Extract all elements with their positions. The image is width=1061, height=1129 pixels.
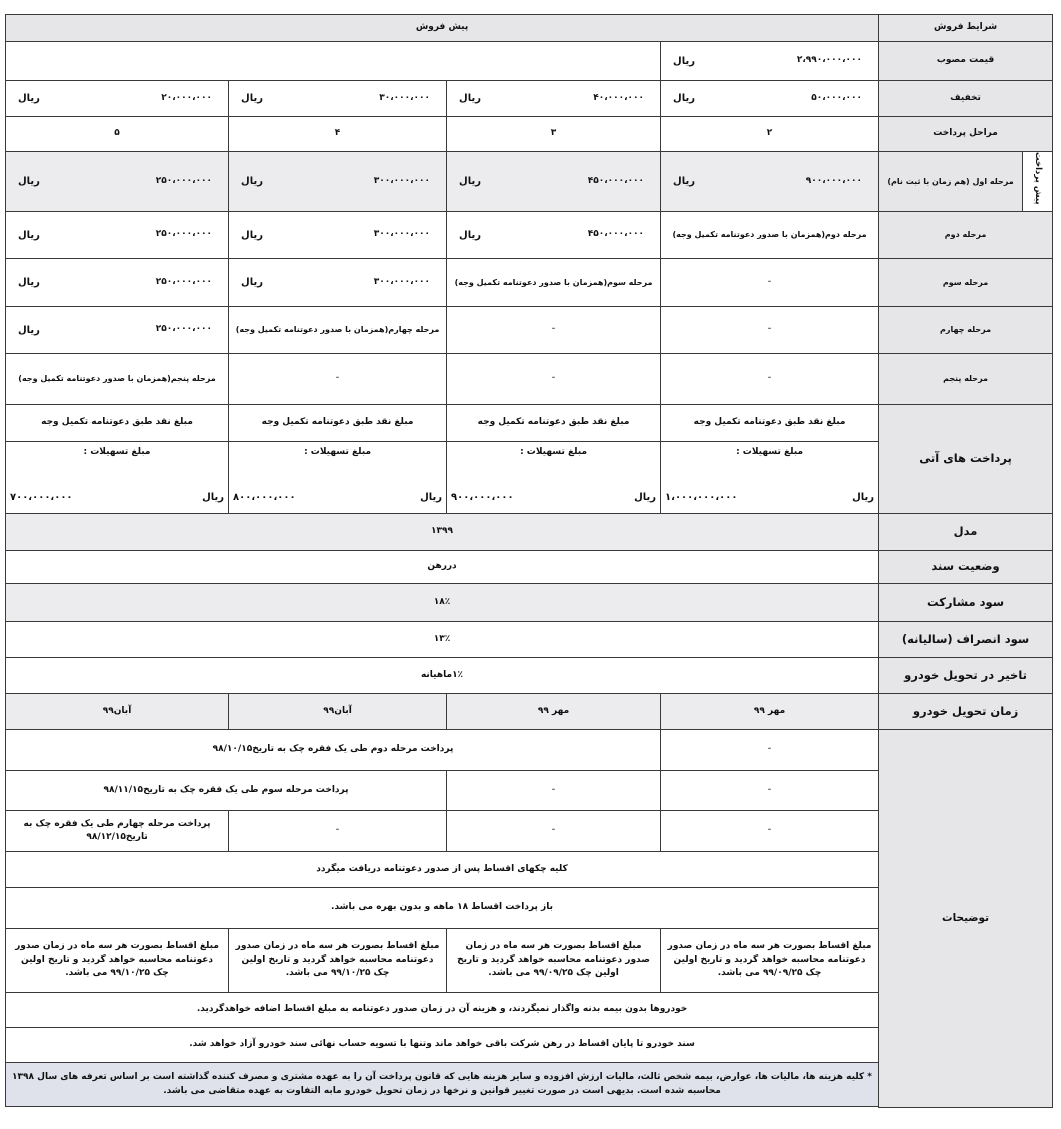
stage3-value: ۳۰۰،۰۰۰،۰۰۰ [373, 276, 431, 287]
delivery-time-value: مهر ۹۹ [661, 694, 879, 730]
approved-price-value: ۲،۹۹۰،۰۰۰،۰۰۰ [796, 55, 863, 66]
discount-value: ۴۰،۰۰۰،۰۰۰ [593, 92, 645, 103]
currency-label: ریال [202, 492, 225, 503]
future-cash-row [6, 405, 1053, 442]
facility-cell [229, 442, 447, 514]
currency-label: ریال [673, 93, 695, 104]
prepayment-label: پیش پرداخت [1032, 152, 1043, 205]
stage3-final: مرحله سوم(همزمان با صدور دعوتنامه تکمیل وجه) [447, 259, 661, 307]
check-stage4-note: پرداخت مرحله چهارم طی یک فقره چک به تاریخ۹۸/۱۲/۱۵ [6, 811, 229, 852]
withdrawal-profit-value: ۱۳٪ [6, 622, 879, 658]
stage1-value: ۲۵۰،۰۰۰،۰۰۰ [155, 175, 213, 186]
stage3-row [6, 259, 1053, 307]
facility-label: مبلغ تسهیلات : [83, 447, 151, 457]
deed-note: سند خودرو تا پایان اقساط در رهن شرکت باقی خواهد ماند وتنها با تسویه حساب نهائی سند خودرو آزاد خواهد شد. [6, 1028, 879, 1063]
currency-label: ریال [18, 176, 40, 187]
sales-conditions-sheet [5, 14, 1052, 1126]
notes-spacer [6, 1107, 879, 1108]
stage1-value: ۹۰۰،۰۰۰،۰۰۰ [805, 175, 863, 186]
empty-dash: - [447, 307, 661, 354]
approved-price-row [6, 42, 1053, 81]
stage2-value: ۲۵۰،۰۰۰،۰۰۰ [155, 229, 213, 240]
stage1-value: ۴۵۰،۰۰۰،۰۰۰ [587, 175, 645, 186]
empty-dash: - [661, 730, 879, 771]
sales-conditions-table [5, 14, 1053, 1108]
stage3-value: ۲۵۰،۰۰۰،۰۰۰ [155, 276, 213, 287]
deed-status-row [6, 551, 1053, 584]
empty-dash: - [229, 811, 447, 852]
stage1-row [6, 152, 1053, 212]
delivery-delay-label: تاخیر در تحویل خودرو [879, 658, 1053, 694]
stage1-value: ۳۰۰،۰۰۰،۰۰۰ [373, 175, 431, 186]
facility-value: ۷۰۰،۰۰۰،۰۰۰ [10, 492, 73, 503]
currency-label: ریال [18, 277, 40, 288]
facility-label: مبلغ تسهیلات : [736, 447, 804, 457]
currency-label: ریال [673, 55, 695, 67]
currency-label: ریال [18, 229, 40, 241]
delivery-time-value: آبان۹۹ [229, 694, 447, 730]
payment-stages-value: ۳ [447, 117, 661, 152]
currency-label: ریال [241, 176, 263, 187]
stage2-final: مرحله دوم(همزمان با صدور دعوتنامه تکمیل وجه) [661, 212, 879, 259]
cash-text: مبلغ نقد طبق دعوتنامه تکمیل وجه [661, 405, 879, 442]
facility-cell [661, 442, 879, 514]
currency-label: ریال [459, 229, 481, 241]
check-stage2-note: پرداخت مرحله دوم طی یک فقره چک به تاریخ۹۸/۱۰/۱۵ [6, 730, 661, 771]
payment-stages-value: ۵ [6, 117, 229, 152]
currency-label: ریال [852, 492, 875, 503]
currency-label: ریال [420, 492, 443, 503]
facility-value: ۸۰۰،۰۰۰،۰۰۰ [233, 492, 296, 503]
empty-dash: - [661, 811, 879, 852]
facility-value: ۱،۰۰۰،۰۰۰،۰۰۰ [665, 492, 738, 503]
empty-dash: - [229, 354, 447, 405]
stage5-row [6, 354, 1053, 405]
deed-status-value: دررهن [6, 551, 879, 584]
stage2-row [6, 212, 1053, 259]
discount-label: تخفیف [879, 81, 1053, 117]
stage2-value: ۴۵۰،۰۰۰،۰۰۰ [587, 229, 645, 240]
facility-value: ۹۰۰،۰۰۰،۰۰۰ [451, 492, 514, 503]
facility-label: مبلغ تسهیلات : [520, 447, 588, 457]
payment-stages-value: ۲ [661, 117, 879, 152]
cash-text: مبلغ نقد طبق دعوتنامه تکمیل وجه [6, 405, 229, 442]
stage1-label: مرحله اول (هم زمان با ثبت نام) [879, 152, 1023, 212]
participation-profit-value: ۱۸٪ [6, 584, 879, 622]
check-stage3-note: پرداخت مرحله سوم طی یک فقره چک به تاریخ۹۸/۱۱/۱۵ [6, 771, 447, 811]
currency-label: ریال [241, 229, 263, 241]
empty-dash: - [661, 259, 879, 307]
approved-price-label: قیمت مصوب [879, 42, 1053, 81]
participation-profit-label: سود مشارکت [879, 584, 1053, 622]
empty-dash: - [661, 771, 879, 811]
stage5-label: مرحله پنجم [879, 354, 1053, 405]
stage4-row [6, 307, 1053, 354]
facility-cell [6, 442, 229, 514]
model-label: مدل [879, 514, 1053, 551]
stage4-value: ۲۵۰،۰۰۰،۰۰۰ [155, 324, 213, 335]
model-value: ۱۳۹۹ [6, 514, 879, 551]
cash-text: مبلغ نقد طبق دعوتنامه تکمیل وجه [229, 405, 447, 442]
empty-dash: - [447, 811, 661, 852]
installment-note: مبلغ اقساط بصورت هر سه ماه در زمان صدور دعوتنامه محاسبه خواهد گردید و تاریخ اولین چک ۹۹/۱۰/۲۵ می باشد. [6, 929, 229, 993]
installment-note: مبلغ اقساط بصورت هر سه ماه در زمان صدور دعوتنامه محاسبه خواهد گردید و تاریخ اولین چک ۹۹/۰۹/۲۵ می باشد. [661, 929, 879, 993]
cash-text: مبلغ نقد طبق دعوتنامه تکمیل وجه [447, 405, 661, 442]
empty-dash: - [661, 354, 879, 405]
sale-type-cell: پیش فروش [6, 15, 879, 42]
stage4-final: مرحله چهارم(همزمان با صدور دعوتنامه تکمیل وجه) [229, 307, 447, 354]
empty-dash: - [661, 307, 879, 354]
stage2-label: مرحله دوم [879, 212, 1053, 259]
notes-label: توضیحات [879, 730, 1053, 1108]
insurance-note: خودروها بدون بیمه بدنه واگذار نمیگردند، و هزینه آن در زمان صدور دعوتنامه به مبلغ اقساط اضافه خواهدگردید. [6, 993, 879, 1028]
notes-check2-row [6, 730, 1053, 771]
installment-note: مبلغ اقساط بصورت هر سه ماه در زمان صدور دعوتنامه محاسبه خواهد گردید و تاریخ اولین چک ۹۹/۱۰/۲۵ می باشد. [229, 929, 447, 993]
discount-value: ۳۰،۰۰۰،۰۰۰ [379, 92, 431, 103]
empty-dash: - [447, 771, 661, 811]
currency-label: ریال [18, 324, 40, 336]
deed-status-label: وضعیت سند [879, 551, 1053, 584]
currency-label: ریال [241, 277, 263, 288]
title-cell: شرایط فروش [879, 15, 1053, 42]
facility-cell [447, 442, 661, 514]
header-row [6, 15, 1053, 42]
facility-label: مبلغ تسهیلات : [304, 447, 372, 457]
stage4-label: مرحله چهارم [879, 307, 1053, 354]
participation-profit-row [6, 584, 1053, 622]
installment-note: مبلغ اقساط بصورت هر سه ماه در زمان صدور دعوتنامه محاسبه خواهد گردید و تاریخ اولین چک ۹۹/۰۹/۲۵ می باشد. [447, 929, 661, 993]
delivery-time-value: مهر ۹۹ [447, 694, 661, 730]
currency-label: ریال [459, 176, 481, 187]
all-checks-note: کلیه چکهای اقساط پس از صدور دعوتنامه دریافت میگردد [6, 852, 879, 888]
model-row [6, 514, 1053, 551]
approved-price-empty [6, 42, 661, 81]
delivery-time-value: آبان۹۹ [6, 694, 229, 730]
future-payments-label: پرداخت های آتی [879, 405, 1053, 514]
discount-value: ۲۰،۰۰۰،۰۰۰ [161, 92, 213, 103]
stage5-final: مرحله پنجم(همزمان با صدور دعوتنامه تکمیل وجه) [6, 354, 229, 405]
prepayment-label-cell [1023, 152, 1053, 212]
payment-stages-label: مراحل پرداخت [879, 117, 1053, 152]
discount-row [6, 81, 1053, 117]
currency-label: ریال [673, 176, 695, 187]
payment-stages-value: ۴ [229, 117, 447, 152]
stage3-label: مرحله سوم [879, 259, 1053, 307]
repayment-note: باز پرداخت اقساط ۱۸ ماهه و بدون بهره می باشد. [6, 888, 879, 929]
stage2-value: ۳۰۰،۰۰۰،۰۰۰ [373, 229, 431, 240]
currency-label: ریال [241, 93, 263, 104]
discount-value: ۵۰،۰۰۰،۰۰۰ [811, 92, 863, 103]
delivery-time-label: زمان تحویل خودرو [879, 694, 1053, 730]
empty-dash: - [447, 354, 661, 405]
approved-price-cell [661, 42, 879, 81]
footnote-note: * کلیه هزینه ها، مالیات ها، عوارض، بیمه شخص ثالث، مالیات ارزش افزوده و سایر هزینه هایی که قانون پرداخت آن را به عهده مشتری و مصرف کننده گذاشته است بر اساس تعرفه های سال ۱۳۹۸ محاسبه شده است. بدیهی است در صورت تغییر قوانین و نرخها در زمان تحویل خودرو مابه التفاوت به عهده متقاضی می باشد. [6, 1063, 879, 1107]
delivery-delay-value: ۱٪ماهیانه [6, 658, 879, 694]
currency-label: ریال [634, 492, 657, 503]
payment-stages-row [6, 117, 1053, 152]
currency-label: ریال [18, 93, 40, 104]
withdrawal-profit-row [6, 622, 1053, 658]
currency-label: ریال [459, 93, 481, 104]
delivery-delay-row [6, 658, 1053, 694]
withdrawal-profit-label: سود انصراف (سالیانه) [879, 622, 1053, 658]
delivery-time-row [6, 694, 1053, 730]
